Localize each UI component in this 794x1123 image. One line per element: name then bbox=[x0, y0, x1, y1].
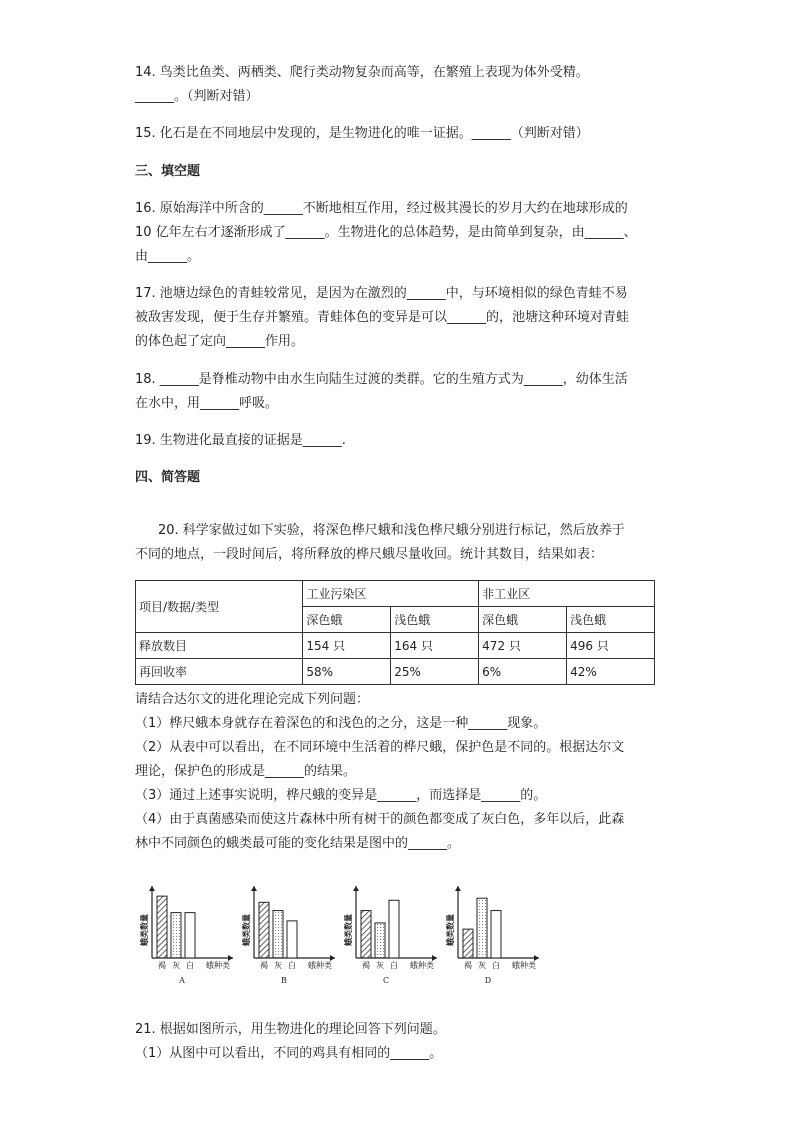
tick-label: 灰 bbox=[172, 961, 180, 970]
x-axis-label: 蛾种类 bbox=[410, 961, 434, 970]
panel-label: D bbox=[484, 976, 492, 985]
y-axis-label: 蛾类数量 bbox=[140, 914, 149, 946]
question-20-instruction: 请结合达尔文的进化理论完成下列问题： bbox=[135, 692, 370, 707]
table-cell: 154 只 bbox=[303, 633, 391, 659]
table-cell: 496 只 bbox=[567, 633, 655, 659]
bar-charts-svg bbox=[130, 878, 560, 993]
y-axis-arrow bbox=[353, 886, 359, 891]
bar bbox=[287, 921, 297, 958]
y-axis-label: 蛾类数量 bbox=[344, 914, 353, 946]
y-axis-label: 蛾类数量 bbox=[446, 914, 455, 946]
bar bbox=[171, 913, 181, 958]
table-header-label: 项目/数据/类型 bbox=[136, 581, 303, 633]
table-col-light-1: 浅色蛾 bbox=[391, 607, 479, 633]
question-14-line-2: ______。（判断对错） bbox=[135, 89, 259, 104]
panel-label: C bbox=[382, 976, 390, 985]
bar bbox=[259, 902, 269, 958]
moth-data-table bbox=[135, 580, 655, 685]
panel-label: A bbox=[179, 976, 185, 985]
question-20-part-4-line-1: （4）由于真菌感染而使这片森林中所有树干的颜色都变成了灰白色，多年以后，此森 bbox=[135, 812, 625, 827]
tick-label: 灰 bbox=[376, 961, 384, 970]
moth-bar-charts bbox=[130, 878, 560, 993]
question-17-line-3: 的体色起了定向______作用。 bbox=[135, 334, 305, 349]
question-20-part-2-line-1: （2）从表中可以看出，在不同环境中生活着的桦尺蛾，保护色是不同的。根据达尔文 bbox=[135, 740, 625, 755]
table-row bbox=[136, 633, 655, 659]
section-4-heading: 四、简答题 bbox=[135, 470, 201, 485]
table-col-dark-1: 深色蛾 bbox=[303, 607, 391, 633]
tick-label: 灰 bbox=[478, 961, 486, 970]
table-cell: 42% bbox=[567, 659, 655, 685]
table-cell: 25% bbox=[391, 659, 479, 685]
bar bbox=[361, 911, 371, 958]
table-cell: 58% bbox=[303, 659, 391, 685]
x-axis-label: 蛾种类 bbox=[206, 961, 230, 970]
tick-label: 褐 bbox=[362, 961, 370, 970]
panel-label: B bbox=[281, 976, 287, 985]
table-col-dark-2: 深色蛾 bbox=[479, 607, 567, 633]
question-18-line-1: 18. ______是脊椎动物中由水生向陆生过渡的类群。它的生殖方式为______，幼体生活 bbox=[135, 372, 628, 387]
tick-label: 白 bbox=[492, 961, 500, 970]
x-axis-label: 蛾种类 bbox=[512, 961, 536, 970]
question-16-line-3: 由______。 bbox=[135, 249, 201, 264]
bar bbox=[463, 929, 473, 958]
table-region-nonindustrial: 非工业区 bbox=[479, 581, 655, 607]
table-col-light-2: 浅色蛾 bbox=[567, 607, 655, 633]
y-axis-arrow bbox=[455, 886, 461, 891]
bar bbox=[273, 911, 283, 958]
question-20-line-1: 20. 科学家做过如下实验，将深色桦尺蛾和浅色桦尺蛾分别进行标记，然后放养于 bbox=[158, 523, 625, 538]
table-region-industrial: 工业污染区 bbox=[303, 581, 479, 607]
table-row-label: 释放数目 bbox=[136, 633, 303, 659]
tick-label: 灰 bbox=[274, 961, 282, 970]
question-21-part-1: （1）从图中可以看出，不同的鸡具有相同的______。 bbox=[135, 1046, 443, 1061]
y-axis-label: 蛾类数量 bbox=[242, 914, 251, 946]
question-21: 21. 根据如图所示，用生物进化的理论回答下列问题。 bbox=[135, 1022, 446, 1037]
question-20-part-3: （3）通过上述事实说明，桦尺蛾的变异是______，而选择是______的。 bbox=[135, 788, 547, 803]
question-20-part-2-line-2: 理论，保护色的形成是______的结果。 bbox=[135, 764, 357, 779]
tick-label: 褐 bbox=[464, 961, 472, 970]
question-17-line-1: 17. 池塘边绿色的青蛙较常见，是因为在激烈的______中，与环境相似的绿色青蛙不易 bbox=[135, 286, 628, 301]
table-cell: 164 只 bbox=[391, 633, 479, 659]
question-14-line-1: 14. 鸟类比鱼类、两栖类、爬行类动物复杂而高等，在繁殖上表现为体外受精。 bbox=[135, 65, 589, 80]
question-17-line-2: 被敌害发现，便于生存并繁殖。青蛙体色的变异是可以______的，池塘这种环境对青蛙 bbox=[135, 310, 630, 325]
question-20-line-2: 不同的地点，一段时间后，将所释放的桦尺蛾尽量收回。统计其数目，结果如表： bbox=[135, 547, 604, 562]
question-16-line-1: 16. 原始海洋中所含的______不断地相互作用，经过极其漫长的岁月大约在地球形成的 bbox=[135, 201, 628, 216]
question-20-part-4-line-2: 林中不同颜色的蛾类最可能的变化结果是图中的______。 bbox=[135, 836, 461, 851]
question-16-line-2: 10 亿年左右才逐渐形成了______。生物进化的总体趋势，是由简单到复杂，由______、 bbox=[135, 225, 637, 240]
bar bbox=[185, 913, 195, 958]
tick-label: 褐 bbox=[158, 961, 166, 970]
question-20-part-1: （1）桦尺蛾本身就存在着深色的和浅色的之分，这是一种______现象。 bbox=[135, 716, 547, 731]
bar bbox=[389, 900, 399, 958]
table-cell: 6% bbox=[479, 659, 567, 685]
bar bbox=[375, 923, 385, 958]
bar bbox=[157, 896, 167, 958]
tick-label: 白 bbox=[288, 961, 296, 970]
question-18-line-2: 在水中，用______呼吸。 bbox=[135, 396, 279, 411]
table-row bbox=[136, 659, 655, 685]
y-axis-arrow bbox=[149, 886, 155, 891]
tick-label: 白 bbox=[186, 961, 194, 970]
section-3-heading: 三、填空题 bbox=[135, 164, 201, 179]
x-axis-label: 蛾种类 bbox=[308, 961, 332, 970]
tick-label: 褐 bbox=[260, 961, 268, 970]
tick-label: 白 bbox=[390, 961, 398, 970]
table-row-label: 再回收率 bbox=[136, 659, 303, 685]
table-cell: 472 只 bbox=[479, 633, 567, 659]
bar bbox=[491, 911, 501, 958]
y-axis-arrow bbox=[251, 886, 257, 891]
question-19: 19. 生物进化最直接的证据是______. bbox=[135, 433, 346, 448]
bar bbox=[477, 898, 487, 958]
question-15: 15. 化石是在不同地层中发现的，是生物进化的唯一证据。______（判断对错） bbox=[135, 126, 589, 141]
